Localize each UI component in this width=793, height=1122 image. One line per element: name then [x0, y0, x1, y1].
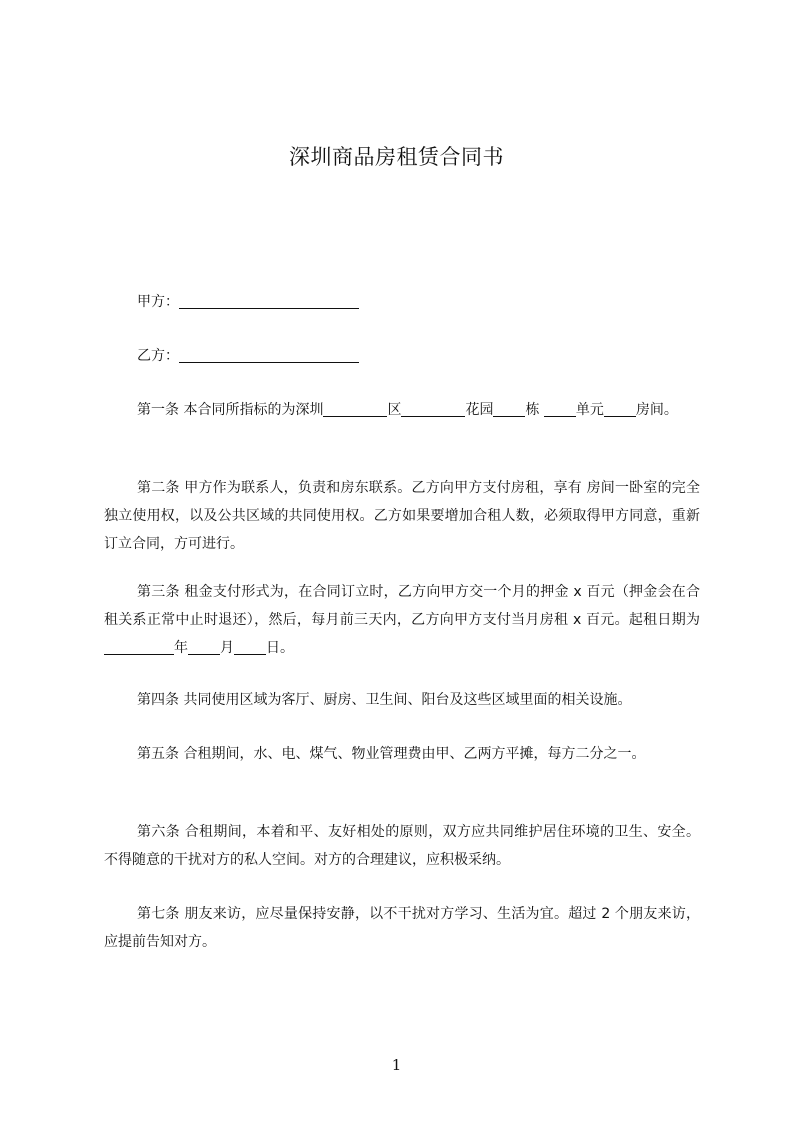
unit-blank	[544, 402, 576, 417]
start-day-blank	[234, 640, 266, 655]
party-a-blank	[179, 294, 359, 309]
party-b-label: 乙方：	[137, 348, 179, 364]
article-1	[104, 396, 700, 424]
article-4: 第四条 共同使用区域为客厅、厨房、卫生间、阳台及这些区域里面的相关设施。	[137, 692, 632, 708]
article-1-district: 区	[387, 402, 402, 418]
garden-blank	[401, 402, 465, 417]
party-a-label: 甲方：	[137, 294, 179, 310]
article-1-building: 栋	[525, 402, 544, 418]
start-month-blank	[188, 640, 220, 655]
article-7: 第七条 朋友来访，应尽量保持安静，以不干扰对方学习、生活为宜。超过 2 个朋友来访，应提前告知对方。	[104, 906, 700, 950]
page-number: 1	[391, 1056, 402, 1074]
district-blank	[323, 402, 387, 417]
article-1-prefix: 第一条 本合同所指标的为深圳	[137, 402, 324, 418]
party-b-blank	[179, 348, 359, 363]
article-3-month: 月	[220, 640, 234, 656]
article-3-day: 日。	[266, 640, 294, 656]
article-1-unit: 单元	[575, 402, 604, 418]
document-title: 深圳商品房租赁合同书	[289, 145, 504, 169]
article-5: 第五条 合租期间，水、电、煤气、物业管理费由甲、乙两方平摊，每方二分之一。	[137, 746, 646, 762]
article-1-room: 房间。	[635, 402, 678, 418]
room-blank	[604, 402, 636, 417]
party-a-line	[137, 292, 359, 312]
article-3	[104, 578, 700, 662]
article-1-garden: 花园	[465, 402, 494, 418]
building-blank	[493, 402, 525, 417]
article-3-year: 年	[174, 640, 188, 656]
article-3-text: 第三条 租金支付形式为，在合同订立时，乙方向甲方交一个月的押金 x 百元（押金会在合租关系正常中止时退还），然后，每月前三天内，乙方向甲方支付当月房租 x 百元。起租日期为	[104, 584, 700, 628]
start-year-blank	[104, 640, 174, 655]
article-6: 第六条 合租期间，本着和平、友好相处的原则，双方应共同维护居住环境的卫生、安全。不得随意的干扰对方的私人空间。对方的合理建议，应积极采纳。	[104, 824, 700, 868]
article-2: 第二条 甲方作为联系人，负责和房东联系。乙方向甲方支付房租，享有 房间一卧室的完全独立使用权，以及公共区域的共同使用权。乙方如果要增加合租人数，必须取得甲方同意，重新订立合同，方可进行。	[104, 480, 700, 552]
party-b-line	[137, 346, 359, 366]
